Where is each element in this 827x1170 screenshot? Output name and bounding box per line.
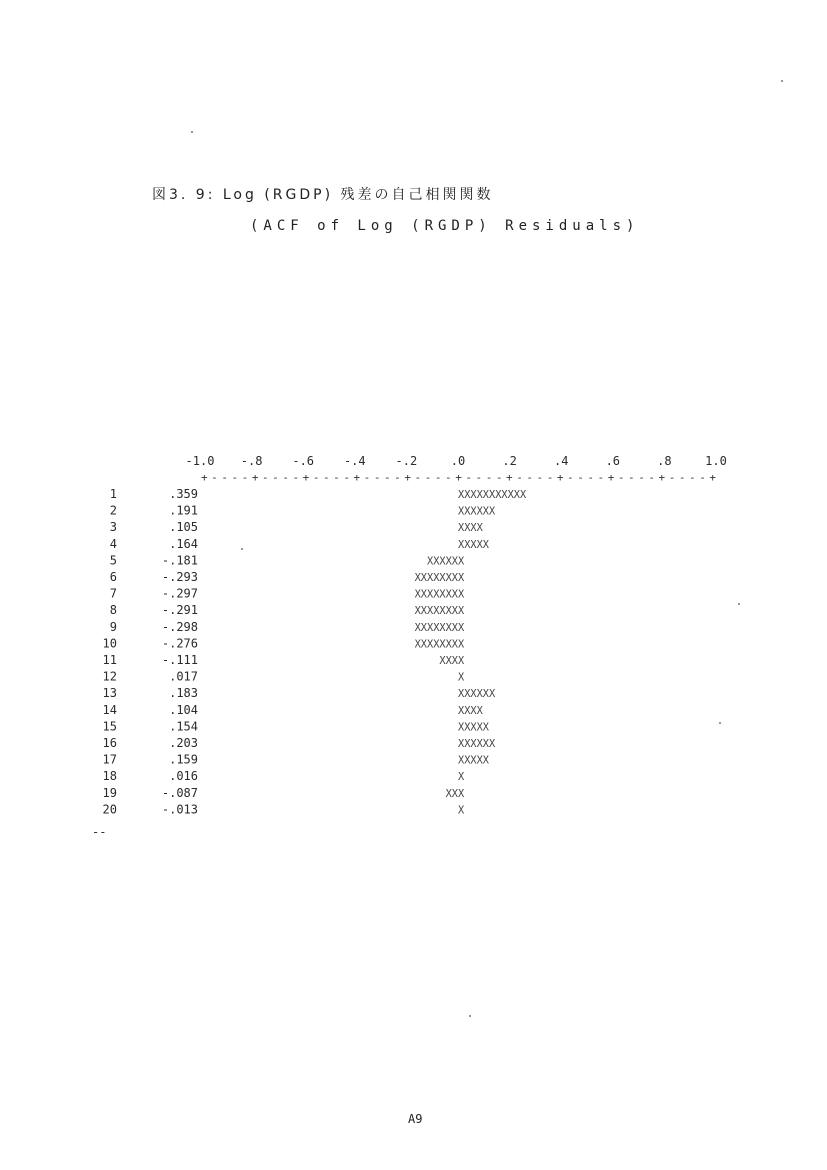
acf-rows xyxy=(103,487,527,816)
acf-value-label: .164 xyxy=(169,536,198,551)
acf-bar: XXXXXXXX xyxy=(414,587,465,601)
acf-bar: XXXXX xyxy=(458,753,490,767)
acf-bar: XXXXX xyxy=(458,537,490,551)
acf-row xyxy=(103,736,496,750)
lag-label: 19 xyxy=(102,785,117,800)
acf-value-label: -.087 xyxy=(161,785,198,800)
scan-speck xyxy=(719,722,721,724)
acf-value-label: .203 xyxy=(169,736,198,750)
acf-row xyxy=(103,753,490,767)
scan-speck xyxy=(738,603,740,605)
acf-value-label: .191 xyxy=(169,503,198,518)
acf-bar: X xyxy=(458,670,465,684)
acf-value-label: -.276 xyxy=(161,636,198,651)
acf-bar: XXXX xyxy=(458,521,484,535)
axis-tick-label: .6 xyxy=(605,454,621,468)
acf-bar: XXXXXX xyxy=(458,687,496,701)
acf-bar: XXXXXXXX xyxy=(414,637,465,651)
lag-label: 20 xyxy=(102,802,117,817)
acf-bar: XXXXXX xyxy=(458,504,496,518)
acf-row xyxy=(110,487,527,501)
scan-speck xyxy=(781,80,783,82)
lag-label: 10 xyxy=(102,636,117,651)
acf-value-label: -.181 xyxy=(161,553,198,568)
lag-label: 8 xyxy=(109,603,117,618)
acf-row xyxy=(110,603,465,617)
acf-row xyxy=(110,504,496,518)
lag-label: 16 xyxy=(102,736,117,750)
axis-tick-label: -.4 xyxy=(343,454,366,468)
acf-bar: XXXXXXXX xyxy=(414,604,465,618)
acf-row xyxy=(103,653,465,667)
axis-tick-label: -.6 xyxy=(292,454,315,468)
lag-label: 4 xyxy=(109,536,117,551)
axis-tick-label: -.2 xyxy=(395,454,418,468)
lag-label: 14 xyxy=(102,702,117,717)
scan-speck xyxy=(191,131,193,133)
acf-bar: XXXX xyxy=(458,703,484,717)
acf-bar: XXX xyxy=(445,786,465,800)
acf-value-label: -.293 xyxy=(161,570,198,584)
acf-row xyxy=(103,786,465,800)
acf-bar: XXXXXX xyxy=(458,737,496,750)
acf-bar: XXXXXXXXXXX xyxy=(458,488,527,501)
acf-value-label: -.013 xyxy=(161,802,198,817)
acf-value-label: .159 xyxy=(169,752,198,767)
acf-row xyxy=(103,636,465,650)
acf-row xyxy=(110,587,465,601)
figure-subtitle: (ACF of Log (RGDP) Residuals) xyxy=(250,218,640,234)
lag-label: 7 xyxy=(109,586,117,601)
scan-speck xyxy=(241,548,243,550)
acf-row xyxy=(103,719,490,733)
acf-row xyxy=(110,537,490,551)
acf-value-label: .359 xyxy=(169,487,198,501)
acf-row xyxy=(110,520,483,534)
axis-tick-label: -.8 xyxy=(240,454,263,468)
acf-value-label: .154 xyxy=(169,719,198,734)
acf-bar: X xyxy=(458,803,465,817)
acf-row xyxy=(110,570,465,584)
acf-value-label: -.291 xyxy=(161,603,198,618)
figure-title: 図3. 9: Log (RGDP) 残差の自己相関関数 xyxy=(152,187,494,203)
axis-tick-labels xyxy=(186,454,727,468)
axis-tick-label: -1.0 xyxy=(185,454,215,468)
scan-speck xyxy=(469,1015,471,1017)
axis-rule: +----+----+----+----+----+----+----+----+----+----+ xyxy=(201,471,716,484)
lag-label: 18 xyxy=(102,769,117,784)
lag-label: 2 xyxy=(109,503,117,518)
lag-label: 15 xyxy=(102,719,117,734)
acf-bar: XXXXX xyxy=(458,720,490,734)
lag-label: 1 xyxy=(109,487,117,501)
acf-row xyxy=(103,703,484,717)
page-number: A9 xyxy=(408,1112,423,1126)
axis-tick-label: 1.0 xyxy=(705,454,727,468)
acf-bar: XXXXXXXX xyxy=(414,620,465,634)
lag-label: 17 xyxy=(102,752,117,767)
lag-label: 5 xyxy=(109,553,117,568)
axis-tick-label: .0 xyxy=(450,454,466,468)
acf-row xyxy=(103,670,465,684)
lag-label: 11 xyxy=(102,653,117,667)
lag-label: 3 xyxy=(109,520,117,535)
acf-bar: XXXXXXXX xyxy=(414,571,465,584)
acf-row xyxy=(103,802,465,816)
acf-value-label: -.298 xyxy=(161,619,198,634)
acf-value-label: .183 xyxy=(169,686,198,701)
acf-value-label: -.297 xyxy=(161,586,198,601)
lag-label: 6 xyxy=(109,570,117,584)
acf-value-label: .105 xyxy=(169,520,198,535)
lag-label: 13 xyxy=(102,686,117,701)
lag-label: 9 xyxy=(109,619,117,634)
acf-bar: XXXXXX xyxy=(427,554,465,568)
acf-row xyxy=(110,553,465,567)
axis-tick-label: .2 xyxy=(502,454,517,468)
trailing-mark: -- xyxy=(92,825,107,839)
acf-bar: X xyxy=(458,770,465,784)
acf-row xyxy=(103,686,496,700)
acf-value-label: .017 xyxy=(169,669,198,684)
acf-value-label: .104 xyxy=(169,702,198,717)
acf-bar: XXXX xyxy=(439,654,465,667)
acf-row xyxy=(103,769,465,783)
axis-tick-label: .4 xyxy=(553,454,569,468)
axis-tick-label: .8 xyxy=(657,454,672,468)
lag-label: 12 xyxy=(102,669,117,684)
acf-row xyxy=(110,620,465,634)
acf-value-label: -.111 xyxy=(161,653,198,667)
acf-value-label: .016 xyxy=(169,769,198,784)
